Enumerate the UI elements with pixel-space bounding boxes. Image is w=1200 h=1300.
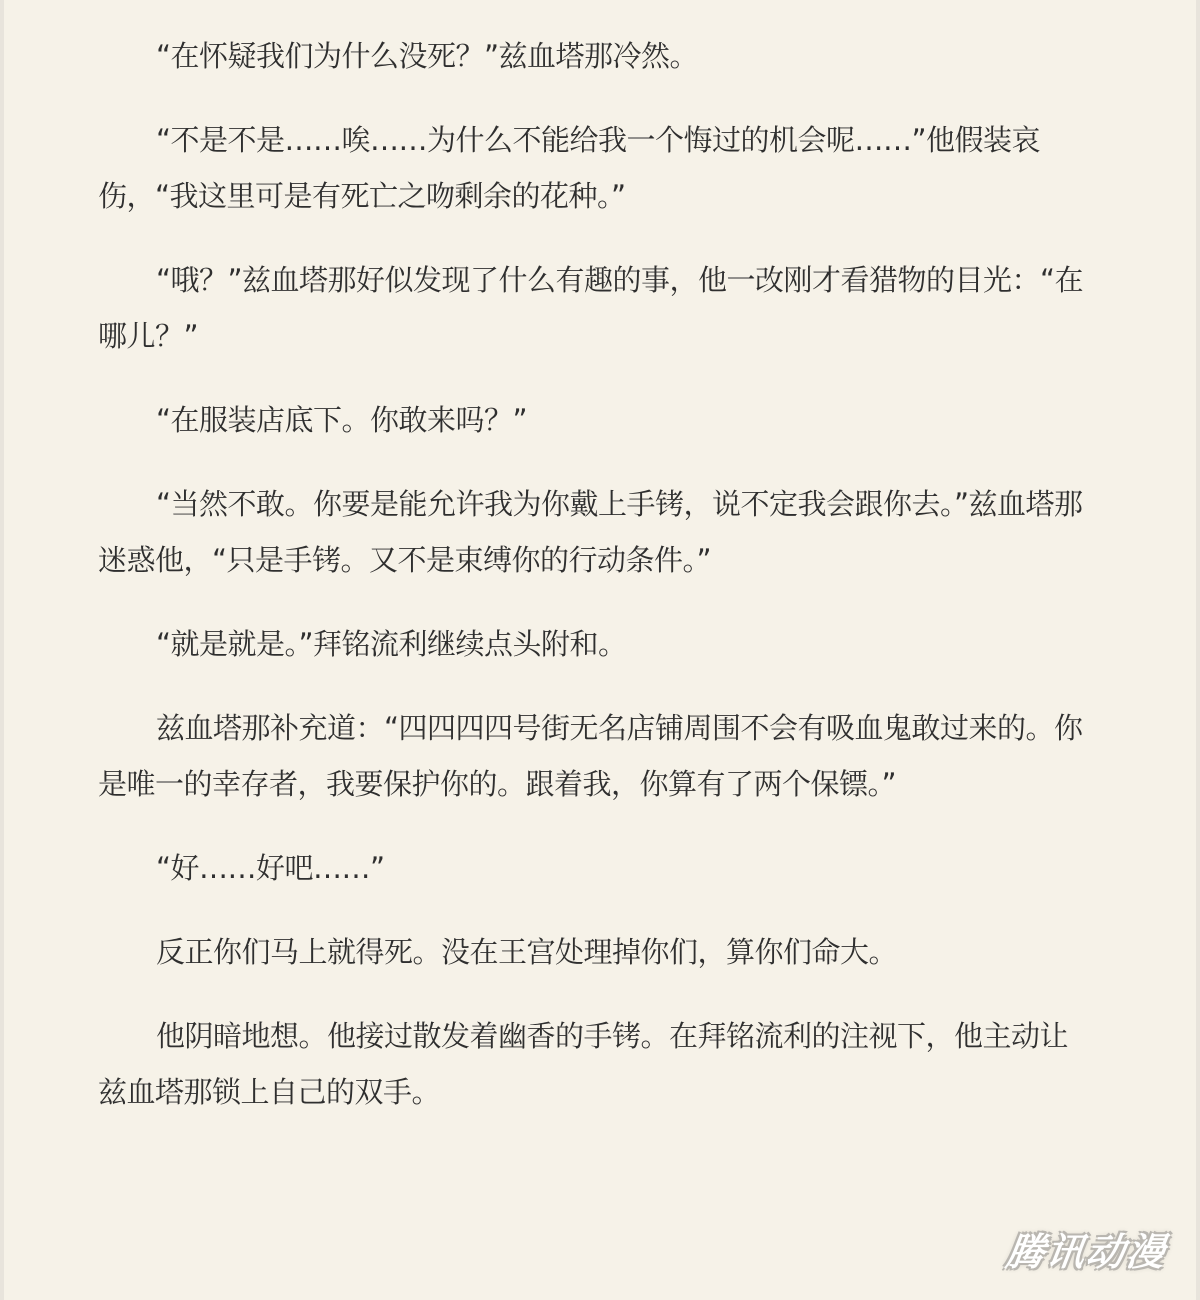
paragraph-5: “当然不敢。你要是能允许我为你戴上手铐，说不定我会跟你去。”兹血塔那迷惑他，“只是手铐。又不是束缚你的行动条件。” xyxy=(98,487,1083,577)
watermark-logo: 腾讯动漫 xyxy=(1003,1229,1170,1274)
paragraph-2: “不是不是……唉……为什么不能给我一个悔过的机会呢……”他假装哀伤，“我这里可是有死亡之吻剩余的花种。” xyxy=(98,123,1041,213)
paragraph-9: 反正你们马上就得死。没在王宫处理掉你们，算你们命大。 xyxy=(156,935,898,969)
paragraph-8: “好……好吧……” xyxy=(156,851,385,885)
paragraph-6: “就是就是。”拜铭流利继续点头附和。 xyxy=(156,627,627,661)
paragraph-1: “在怀疑我们为什么没死？”兹血塔那冷然。 xyxy=(156,39,699,73)
paragraph-3: “哦？”兹血塔那好似发现了什么有趣的事，他一改刚才看猎物的目光：“在哪儿？” xyxy=(98,263,1084,353)
paragraph-10: 他阴暗地想。他接过散发着幽香的手铐。在拜铭流利的注视下，他主动让兹血塔那锁上自己的双手。 xyxy=(98,1019,1069,1109)
paragraph-7: 兹血塔那补充道：“四四四四号街无名店铺周围不会有吸血鬼敢过来的。你是唯一的幸存者，我要保护你的。跟着我，你算有了两个保镖。” xyxy=(98,711,1083,801)
paragraph-4: “在服装店底下。你敢来吗？” xyxy=(156,403,528,437)
